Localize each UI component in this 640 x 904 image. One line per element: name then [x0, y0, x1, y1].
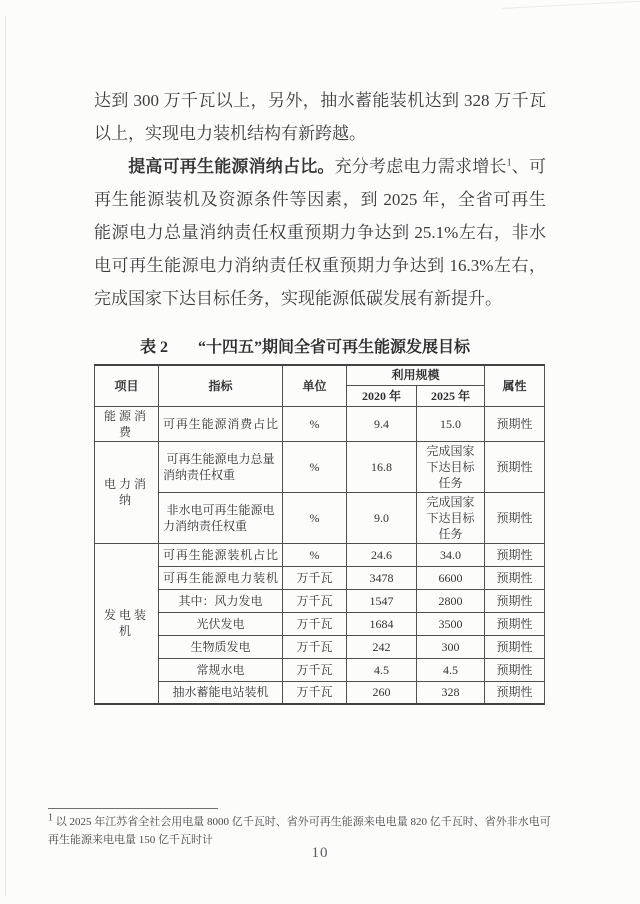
table-row: [95, 566, 545, 589]
table-row: [95, 543, 545, 566]
cell-2020: 4.5: [347, 658, 417, 681]
cell-2025: 34.0: [417, 543, 485, 566]
cell-2020: 1684: [347, 612, 417, 635]
cell-attribute: 预期性: [485, 681, 545, 704]
cell-indicator: 常规水电: [159, 658, 283, 681]
cell-2020: 260: [347, 681, 417, 704]
table-row: [95, 492, 545, 543]
paragraph-2-line-3: 能源电力总量消纳责任权重预期力争达到 25.1%左右，非水: [94, 223, 546, 242]
cell-2020: 9.0: [347, 492, 417, 543]
cell-indicator: 可再生能源消费占比: [159, 406, 283, 441]
header-unit: 单位: [283, 365, 347, 406]
cell-indicator: 可再生能源电力总量消纳责任权重: [159, 441, 283, 492]
cell-indicator: 其中：风力发电: [159, 589, 283, 612]
footnote-number: 1: [48, 812, 53, 824]
paragraph-2-line-4: 电可再生能源电力消纳责任权重预期力争达到 16.3%左右，: [94, 256, 546, 275]
paragraph-2-bold-lead: 提高可再生能源消纳占比。: [128, 157, 335, 176]
cell-indicator: 生物质发电: [159, 635, 283, 658]
header-year-2020: 2020 年: [347, 385, 417, 406]
cell-indicator: 非水电可再生能源电力消纳责任权重: [159, 492, 283, 543]
table-row: [95, 658, 545, 681]
first-line-indent: [94, 171, 128, 172]
paragraph-2-line-1-tail: 、可: [511, 157, 547, 176]
cell-attribute: 预期性: [485, 589, 545, 612]
cell-2025: 完成国家下达目标任务: [417, 492, 485, 543]
cell-2025: 15.0: [417, 406, 485, 441]
cell-attribute: 预期性: [485, 441, 545, 492]
footnote-text-1: 以 2025 年江苏省全社会用电量 8000 亿千瓦时、省外可再生能源来电电量 820 亿千瓦时、省外非水电可: [55, 816, 551, 828]
cell-unit: 万千瓦: [283, 635, 347, 658]
group-generation-capacity: 发电装机: [95, 543, 159, 704]
header-utilization-scale: 利用规模: [347, 365, 485, 385]
cell-indicator: 抽水蓄能电站装机: [159, 681, 283, 704]
cell-unit: %: [283, 406, 347, 441]
footnote-line-2: 再生能源来电电量 150 亿千瓦时计: [48, 834, 213, 846]
paragraph-2-line-5: 完成国家下达目标任务，实现能源低碳发展有新提升。: [94, 289, 502, 308]
renewable-energy-targets-table: [94, 364, 545, 705]
cell-unit: 万千瓦: [283, 612, 347, 635]
header-year-2025: 2025 年: [417, 385, 485, 406]
group-power-absorption: 电力消纳: [95, 441, 159, 543]
table-label: 表 2: [139, 339, 168, 356]
paragraph-2-line-1-text: 充分考虑电力需求增长: [334, 157, 507, 176]
cell-attribute: 预期性: [485, 612, 545, 635]
cell-unit: 万千瓦: [283, 566, 347, 589]
table-row: [95, 612, 545, 635]
paragraph-2-line-2: 再生能源装机及资源条件等因素，到 2025 年，全省可再生: [94, 190, 546, 209]
cell-2025: 完成国家下达目标任务: [417, 441, 485, 492]
table-row: [95, 681, 545, 704]
cell-2025: 6600: [417, 566, 485, 589]
paragraph-2-line-1: [94, 150, 546, 183]
body-text: [94, 84, 546, 315]
header-attribute: 属性: [485, 365, 545, 406]
table-title: “十四五”期间全省可再生能源发展目标: [198, 339, 471, 356]
cell-attribute: 预期性: [485, 566, 545, 589]
cell-2025: 328: [417, 681, 485, 704]
cell-attribute: 预期性: [485, 492, 545, 543]
table-section: [94, 336, 546, 705]
table-row: [95, 635, 545, 658]
cell-2020: 16.8: [347, 441, 417, 492]
footnote-reference-mark: 1: [506, 157, 512, 169]
cell-2020: 3478: [347, 566, 417, 589]
table-row: [95, 589, 545, 612]
table-row: [95, 406, 545, 441]
cell-unit: 万千瓦: [283, 589, 347, 612]
cell-2020: 24.6: [347, 543, 417, 566]
table-row: [95, 441, 545, 492]
scan-edge-artifact: [5, 16, 6, 896]
page-number: 10: [311, 845, 329, 861]
cell-indicator: 可再生能源电力装机: [159, 566, 283, 589]
cell-unit: %: [283, 492, 347, 543]
cell-attribute: 预期性: [485, 658, 545, 681]
cell-2020: 9.4: [347, 406, 417, 441]
footnote: [48, 813, 593, 849]
cell-2020: 1547: [347, 589, 417, 612]
cell-unit: 万千瓦: [283, 681, 347, 704]
cell-attribute: 预期性: [485, 635, 545, 658]
footnote-line-1: [48, 813, 593, 831]
paragraph-1-line-2: 以上，实现电力装机结构有新跨越。: [94, 124, 366, 143]
header-project: 项目: [95, 365, 159, 406]
cell-2025: 4.5: [417, 658, 485, 681]
paragraph-1-line-1: 达到 300 万千瓦以上，另外，抽水蓄能装机达到 328 万千瓦: [94, 91, 546, 110]
cell-attribute: 预期性: [485, 543, 545, 566]
footnote-separator: [48, 808, 218, 809]
cell-unit: %: [283, 543, 347, 566]
group-energy-consumption: 能源消费: [95, 406, 159, 441]
table-caption: [94, 336, 546, 360]
cell-unit: 万千瓦: [283, 658, 347, 681]
cell-2025: 3500: [417, 612, 485, 635]
header-indicator: 指标: [159, 365, 283, 406]
cell-2025: 2800: [417, 589, 485, 612]
cell-indicator: 光伏发电: [159, 612, 283, 635]
cell-2020: 242: [347, 635, 417, 658]
cell-2025: 300: [417, 635, 485, 658]
scan-edge-artifact: [502, 0, 640, 9]
cell-indicator: 可再生能源装机占比: [159, 543, 283, 566]
cell-attribute: 预期性: [485, 406, 545, 441]
cell-unit: %: [283, 441, 347, 492]
